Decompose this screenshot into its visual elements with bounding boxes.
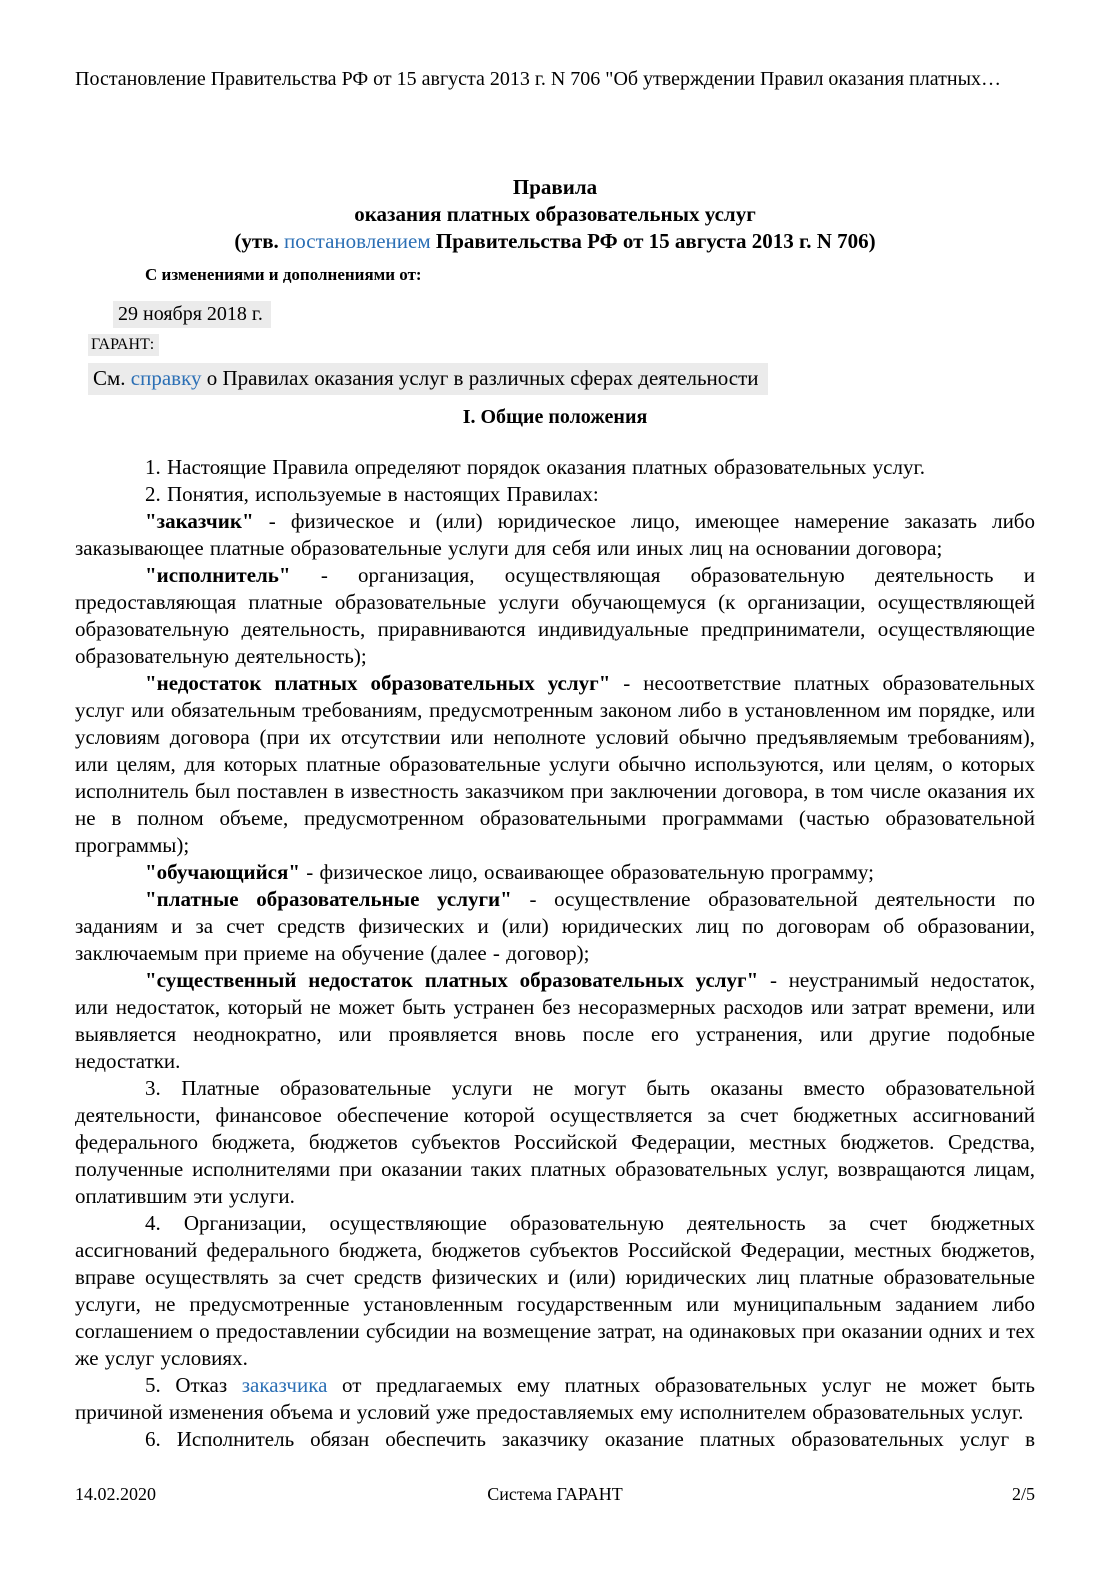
body-paragraph: [75, 1426, 1035, 1453]
document-title-line3-suffix: Правительства РФ от 15 августа 2013 г. N 706): [430, 229, 876, 253]
defined-term: "заказчик": [145, 509, 254, 533]
document-title-line3-prefix: (утв.: [234, 229, 285, 253]
body-paragraph: [75, 1210, 1035, 1372]
defined-term: "исполнитель": [145, 563, 291, 587]
running-header-title: Постановление Правительства РФ от 15 августа 2013 г. N 706 "Об утверждении Правил оказания платных…: [75, 68, 1002, 90]
body-paragraph: [75, 562, 1035, 670]
body-paragraph: [75, 508, 1035, 562]
body-paragraph: [75, 1372, 1035, 1426]
garant-note-prefix: См.: [93, 366, 131, 390]
body-paragraph: [75, 454, 1035, 481]
garant-note-suffix: о Правилах оказания услуг в различных сферах деятельности: [201, 366, 759, 390]
body-paragraph: [75, 886, 1035, 967]
document-title: [75, 174, 1035, 255]
garant-label-row: [88, 334, 1035, 356]
footer-page-number: 2/5: [1011, 1484, 1035, 1504]
document-body: [75, 454, 1035, 1453]
footer-system-name: Система ГАРАНТ: [487, 1484, 623, 1504]
body-paragraph: [75, 967, 1035, 1075]
body-paragraph: [75, 859, 1035, 886]
document-title-line3: [75, 228, 1035, 255]
paragraph-text: 2. Понятия, используемые в настоящих Правилах:: [145, 482, 599, 506]
document-title-line1: Правила: [512, 175, 598, 199]
amendment-date: 29 ноября 2018 г.: [113, 301, 271, 328]
garant-note: [88, 363, 768, 395]
garant-label: ГАРАНТ:: [88, 334, 159, 356]
document-title-line2: оказания платных образовательных услуг: [354, 202, 756, 226]
section-heading: I. Общие положения: [462, 406, 648, 428]
body-paragraph: [75, 481, 1035, 508]
garant-note-link[interactable]: справку: [130, 366, 202, 390]
garant-note-row: [88, 363, 1035, 395]
paragraph-text: - осуществление образовательной деятельности по заданиям и за счет средств физических и (или) юридических лиц по договорам об образовании, заключаемым при приеме на обучение (далее - договор);: [75, 887, 1035, 965]
amendments-label: С изменениями и дополнениями от:: [145, 265, 422, 284]
paragraph-text: 3. Платные образовательные услуги не могут быть оказаны вместо образовательной деятельности, финансовое обеспечение которой осуществляется за счет бюджетных ассигнований федерального бюджета, бюджетов субъектов Российской Федерации, местных бюджетов. Средства, полученные исполнителями при оказании таких платных образовательных услуг, возвращаются лицам, оплатившим эти услуги.: [75, 1076, 1035, 1208]
paragraph-text: - организация, осуществляющая образовательную деятельность и предоставляющая платные образовательные услуги обучающемуся (к организации, осуществляющей образовательную деятельность, приравниваются индивидуальные предприниматели, осуществляющие образовательную деятельность);: [75, 563, 1035, 668]
defined-term: "недостаток платных образовательных услуг": [145, 671, 611, 695]
paragraph-text: - физическое и (или) юридическое лицо, имеющее намерение заказать либо заказывающее платные образовательные услуги для себя или иных лиц на основании договора;: [75, 509, 1035, 560]
paragraph-text: от предлагаемых ему платных образовательных услуг не может быть причиной изменения объема и условий уже предоставляемых ему исполнителем образовательных услуг.: [75, 1373, 1036, 1424]
paragraph-text: - неустранимый недостаток, или недостаток, который не может быть устранен без несоразмерных расходов или затрат времени, или выявляется неоднократно, или проявляется вновь после его устранения, или другие подобные недостатки.: [75, 968, 1036, 1073]
inline-link[interactable]: заказчика: [241, 1373, 328, 1397]
footer-date: 14.02.2020: [75, 1484, 156, 1504]
paragraph-text: 4. Организации, осуществляющие образовательную деятельность за счет бюджетных ассигнований федерального бюджета, бюджетов субъектов Российской Федерации, местных бюджетов, вправе осуществлять за счет средств физических и (или) юридических лиц платные образовательные услуги, не предусмотренные установленным государственным или муниципальным заданием либо соглашением о предоставлении субсидии на возмещение затрат, на одинаковых при оказании одних и тех же услуг условиях.: [75, 1211, 1035, 1370]
body-paragraph: [75, 1075, 1035, 1210]
amendment-date-row: [113, 301, 1035, 328]
body-paragraph: [75, 670, 1035, 859]
paragraph-text: 1. Настоящие Правила определяют порядок оказания платных образовательных услуг.: [145, 455, 925, 479]
paragraph-text: 6. Исполнитель обязан обеспечить заказчику оказание платных образовательных услуг в: [145, 1427, 1035, 1451]
defined-term: "платные образовательные услуги": [145, 887, 512, 911]
defined-term: "обучающийся": [145, 860, 301, 884]
decree-link[interactable]: постановлением: [284, 229, 431, 253]
paragraph-text: - физическое лицо, осваивающее образовательную программу;: [300, 860, 874, 884]
page-footer: [75, 1482, 1035, 1506]
paragraph-text: 5. Отказ: [145, 1373, 242, 1397]
paragraph-text: - несоответствие платных образовательных услуг или обязательным требованиям, предусмотренным законом либо в установленном им порядке, или условиям договора (при их отсутствии или неполноте условий обычно предъявляемым требованиям), или целям, для которых платные образовательные услуги обычно используются, или целям, о которых исполнитель был поставлен в известность заказчиком при заключении договора, в том числе оказания их не в полном объеме, предусмотренном образовательными программами (частью образовательной программы);: [75, 671, 1035, 857]
defined-term: "существенный недостаток платных образовательных услуг": [145, 968, 759, 992]
